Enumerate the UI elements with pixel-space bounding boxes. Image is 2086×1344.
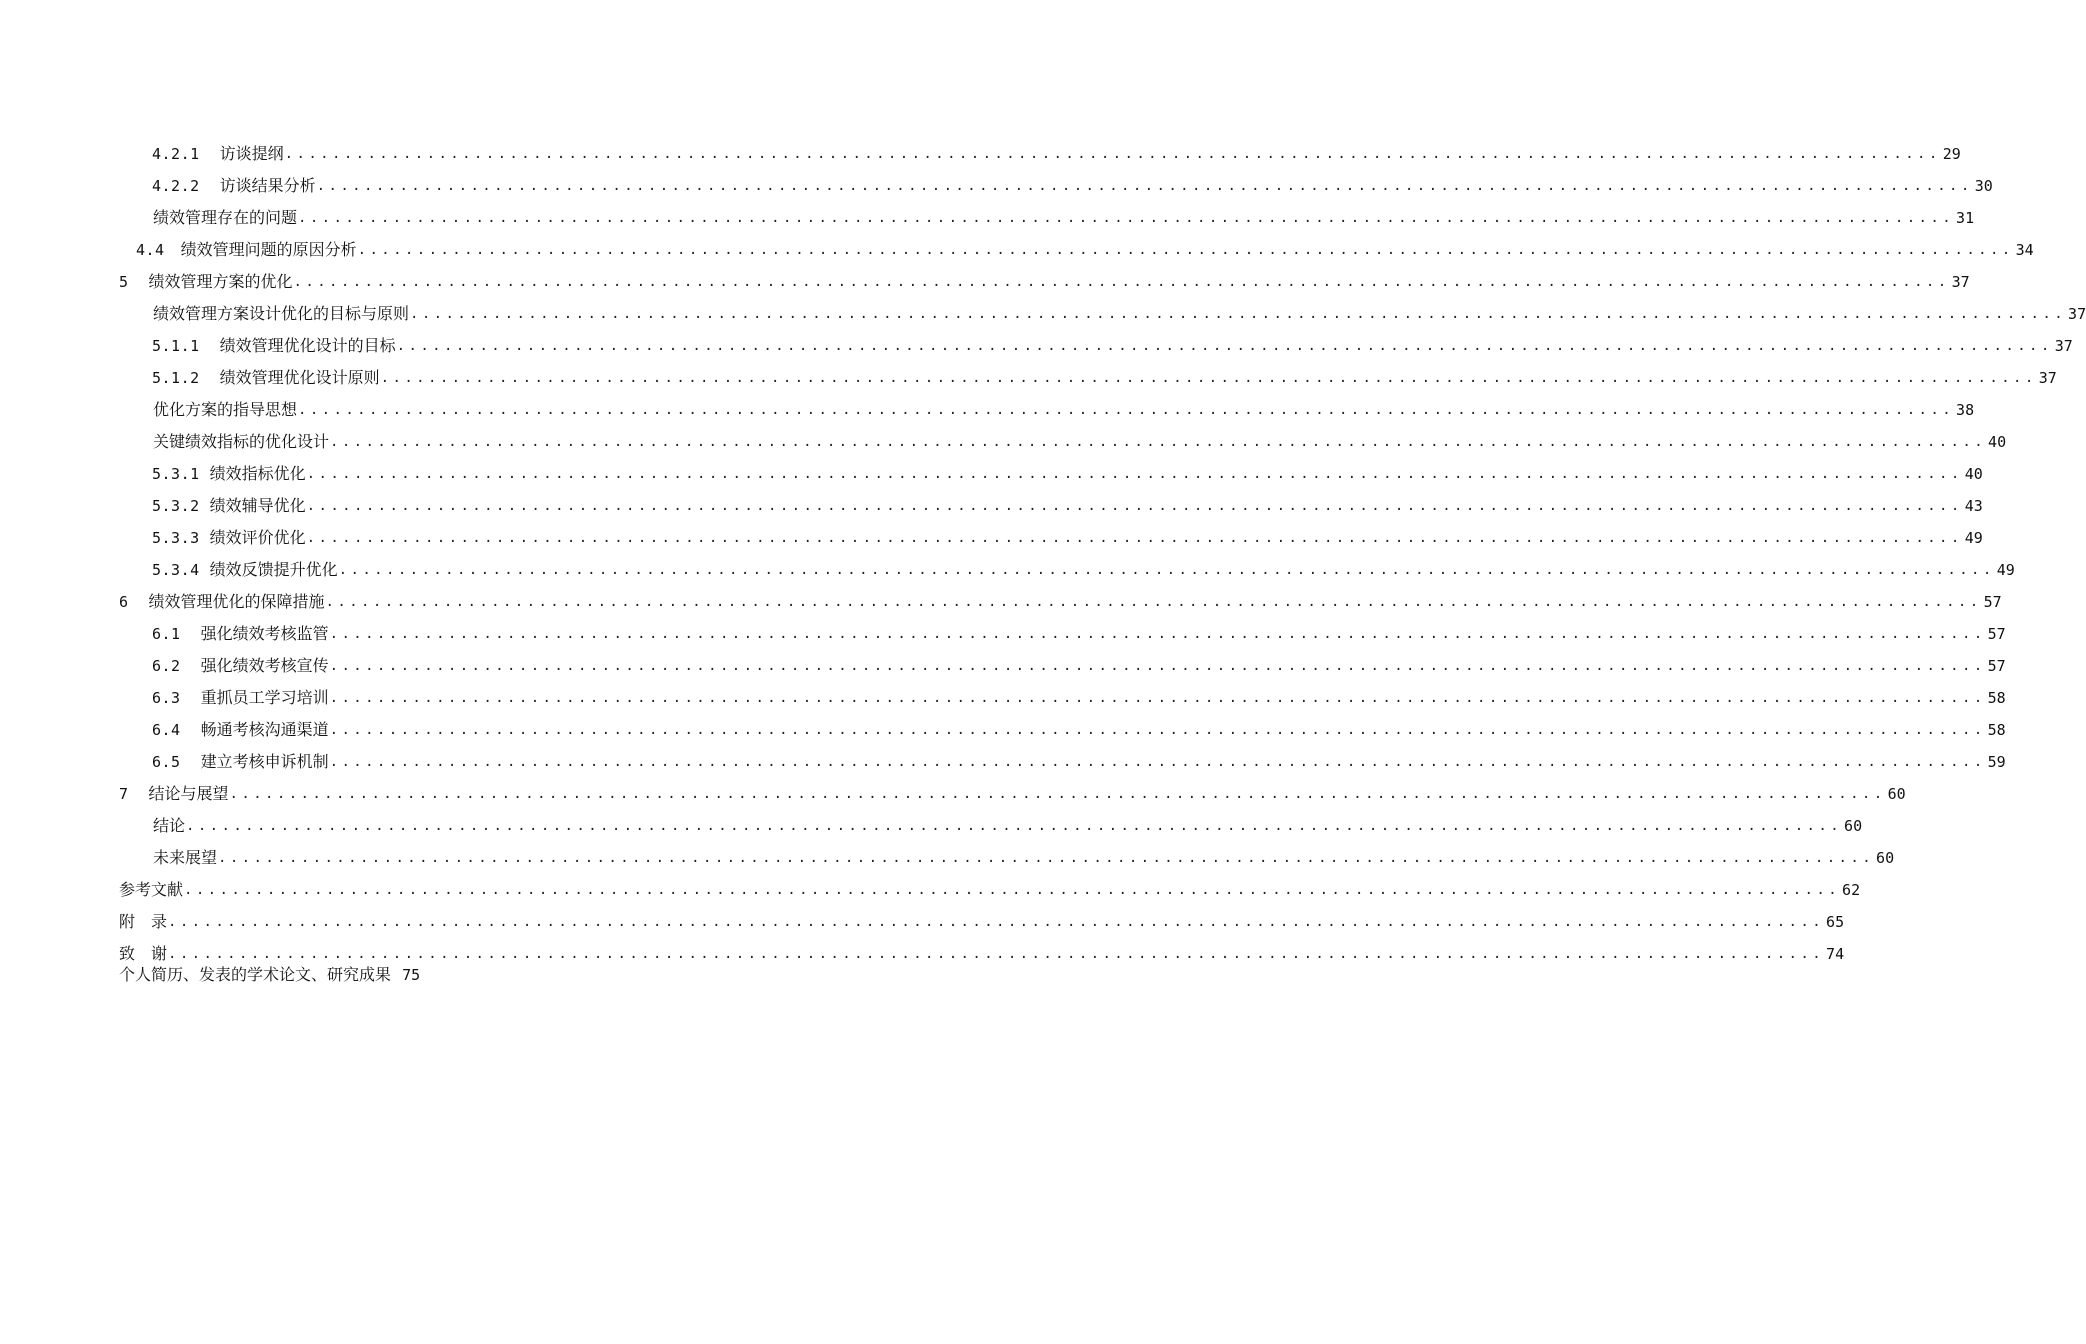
toc-entry-page: 58	[1987, 721, 2006, 739]
toc-entry-number: 7	[119, 785, 129, 803]
toc-entry-5-3-1[interactable]	[0, 458, 1983, 490]
toc-entry-6-1[interactable]	[0, 618, 2006, 650]
toc-entry-5-3-4[interactable]	[0, 554, 2015, 586]
toc-entry-page: 60	[1887, 785, 1906, 803]
toc-entry-page: 75	[402, 966, 421, 984]
toc-entry-title: 绩效管理优化的保障措施	[148, 592, 325, 611]
toc-entry-number: 6.4	[152, 721, 181, 739]
toc-dot-leader: ............................................................................................................................................	[298, 402, 1955, 418]
toc-dot-leader: ............................................................................................................................................	[330, 434, 1987, 450]
toc-entry-chapter-5[interactable]	[0, 266, 1970, 298]
toc-entry-page: 62	[1842, 881, 1861, 899]
toc-entry-title: 访谈提纲	[219, 144, 284, 163]
toc-entry-title: 结论	[153, 816, 186, 835]
toc-entry-kpi-design[interactable]	[0, 426, 2007, 458]
toc-entry-number: 4.4	[136, 241, 165, 259]
toc-entry-4-2-2[interactable]	[0, 170, 1993, 202]
toc-dot-leader: ............................................................................................................................................	[293, 274, 1950, 290]
toc-dot-leader: ............................................................................................................................................	[329, 658, 1986, 674]
toc-entry-number: 4.2.2	[152, 177, 200, 195]
toc-entry-number: 6.2	[152, 657, 181, 675]
toc-entry-title: 致 谢	[119, 944, 168, 963]
toc-entry-6-5[interactable]	[0, 746, 2006, 778]
toc-entry-page: 38	[1956, 401, 1975, 419]
toc-entry-number: 5.3.1	[152, 465, 200, 483]
toc-entry-number: 5.3.4	[152, 561, 200, 579]
toc-entry-title: 绩效管理方案的优化	[148, 272, 293, 291]
toc-entry-number: 5.1.2	[152, 369, 200, 387]
toc-entry-page: 65	[1826, 913, 1845, 931]
toc-entry-chapter-7[interactable]	[0, 778, 1906, 810]
toc-entry-page: 29	[1942, 145, 1961, 163]
toc-entry-number: 5.3.2	[152, 497, 200, 515]
toc-dot-leader: ............................................................................................................................................	[357, 242, 2014, 258]
toc-entry-title: 建立考核申诉机制	[200, 752, 329, 771]
toc-entry-title: 未来展望	[153, 848, 218, 867]
toc-entry-page: 74	[1826, 945, 1845, 963]
toc-entry-guiding-ideas[interactable]	[0, 394, 1975, 426]
toc-entry-title: 畅通考核沟通渠道	[200, 720, 329, 739]
toc-entry-page: 40	[1988, 433, 2007, 451]
toc-dot-leader: ............................................................................................................................................	[184, 882, 1841, 898]
toc-dot-leader: ............................................................................................................................................	[306, 498, 1963, 514]
toc-entry-appendix[interactable]	[0, 906, 1845, 938]
toc-entry-page: 37	[2038, 369, 2057, 387]
toc-entry-page: 59	[1987, 753, 2006, 771]
toc-entry-title: 参考文献	[119, 880, 184, 899]
toc-entry-resume-publications[interactable]	[119, 963, 420, 987]
toc-entry-title: 访谈结果分析	[219, 176, 316, 195]
toc-entry-6-2[interactable]	[0, 650, 2006, 682]
toc-entry-title: 结论与展望	[148, 784, 229, 803]
toc-entry-title: 绩效指标优化	[209, 464, 306, 483]
toc-entry-5-3-2[interactable]	[0, 490, 1983, 522]
toc-entry-page: 49	[1964, 529, 1983, 547]
toc-entry-page: 34	[2015, 241, 2034, 259]
toc-entry-number: 4.2.1	[152, 145, 200, 163]
toc-entry-page: 37	[1951, 273, 1970, 291]
toc-entry-title: 重抓员工学习培训	[200, 688, 329, 707]
toc-entry-page: 57	[1987, 657, 2006, 675]
toc-entry-title: 绩效管理优化设计原则	[219, 368, 380, 387]
toc-entry-title: 绩效管理问题的原因分析	[180, 240, 357, 259]
toc-dot-leader: ............................................................................................................................................	[329, 754, 1986, 770]
toc-entry-5-1-1[interactable]	[0, 330, 2073, 362]
toc-entry-page: 60	[1844, 817, 1863, 835]
toc-dot-leader: ............................................................................................................................................	[306, 530, 1963, 546]
toc-entry-number: 6	[119, 593, 129, 611]
toc-dot-leader: ............................................................................................................................................	[168, 946, 1825, 962]
toc-entry-title: 绩效管理存在的问题	[153, 208, 298, 227]
toc-entry-page: 57	[1987, 625, 2006, 643]
toc-dot-leader: ............................................................................................................................................	[329, 626, 1986, 642]
toc-entry-page: 58	[1987, 689, 2006, 707]
toc-entry-title: 优化方案的指导思想	[153, 400, 298, 419]
toc-entry-title: 个人简历、发表的学术论文、研究成果	[119, 965, 392, 984]
toc-entry-title: 附 录	[119, 912, 168, 931]
toc-entry-number: 6.5	[152, 753, 181, 771]
toc-entry-4-2-1[interactable]	[0, 138, 1961, 170]
toc-entry-conclusion[interactable]	[0, 810, 1863, 842]
toc-entry-title: 强化绩效考核监管	[200, 624, 329, 643]
toc-entry-references[interactable]	[0, 874, 1861, 906]
toc-entry-title: 绩效管理方案设计优化的目标与原则	[153, 304, 410, 323]
toc-entry-problems[interactable]	[0, 202, 1975, 234]
toc-dot-leader: ............................................................................................................................................	[229, 786, 1886, 802]
toc-entry-page: 43	[1964, 497, 1983, 515]
toc-entry-page: 60	[1876, 849, 1895, 867]
toc-entry-number: 5.3.3	[152, 529, 200, 547]
toc-entry-6-3[interactable]	[0, 682, 2006, 714]
toc-entry-title: 关键绩效指标的优化设计	[153, 432, 330, 451]
toc-dot-leader: ............................................................................................................................................	[325, 594, 1982, 610]
toc-entry-number: 5	[119, 273, 129, 291]
toc-entry-page: 37	[2068, 305, 2086, 323]
toc-entry-chapter-6[interactable]	[0, 586, 2002, 618]
toc-entry-page: 37	[2054, 337, 2073, 355]
toc-dot-leader: ............................................................................................................................................	[329, 690, 1986, 706]
toc-dot-leader: ............................................................................................................................................	[306, 466, 1963, 482]
toc-entry-page: 30	[1974, 177, 1993, 195]
toc-dot-leader: ............................................................................................................................................	[396, 338, 2053, 354]
toc-entry-title: 绩效反馈提升优化	[209, 560, 338, 579]
toc-entry-page: 49	[1996, 561, 2015, 579]
toc-dot-leader: ............................................................................................................................................	[380, 370, 2037, 386]
toc-entry-6-4[interactable]	[0, 714, 2006, 746]
toc-dot-leader: ............................................................................................................................................	[410, 306, 2067, 322]
toc-entry-number: 6.3	[152, 689, 181, 707]
toc-entry-4-4[interactable]	[0, 234, 2034, 266]
toc-entry-goals-principles[interactable]	[0, 298, 2086, 330]
toc-entry-title: 绩效管理优化设计的目标	[219, 336, 396, 355]
toc-entry-title: 强化绩效考核宣传	[200, 656, 329, 675]
toc-entry-number: 6.1	[152, 625, 181, 643]
toc-entry-page: 31	[1956, 209, 1975, 227]
toc-dot-leader: ............................................................................................................................................	[186, 818, 1843, 834]
toc-entry-5-1-2[interactable]	[0, 362, 2057, 394]
toc-entry-number: 5.1.1	[152, 337, 200, 355]
toc-entry-outlook[interactable]	[0, 842, 1895, 874]
toc-dot-leader: ............................................................................................................................................	[284, 146, 1941, 162]
toc-entry-page: 57	[1983, 593, 2002, 611]
toc-dot-leader: ............................................................................................................................................	[316, 178, 1973, 194]
toc-entry-title: 绩效评价优化	[209, 528, 306, 547]
toc-entry-page: 40	[1964, 465, 1983, 483]
toc-dot-leader: ............................................................................................................................................	[298, 210, 1955, 226]
toc-dot-leader: ............................................................................................................................................	[329, 722, 1986, 738]
toc-entry-5-3-3[interactable]	[0, 522, 1983, 554]
toc-entry-title: 绩效辅导优化	[209, 496, 306, 515]
toc-dot-leader: ............................................................................................................................................	[218, 850, 1875, 866]
toc-dot-leader: ............................................................................................................................................	[168, 914, 1825, 930]
toc-dot-leader: ............................................................................................................................................	[338, 562, 1995, 578]
